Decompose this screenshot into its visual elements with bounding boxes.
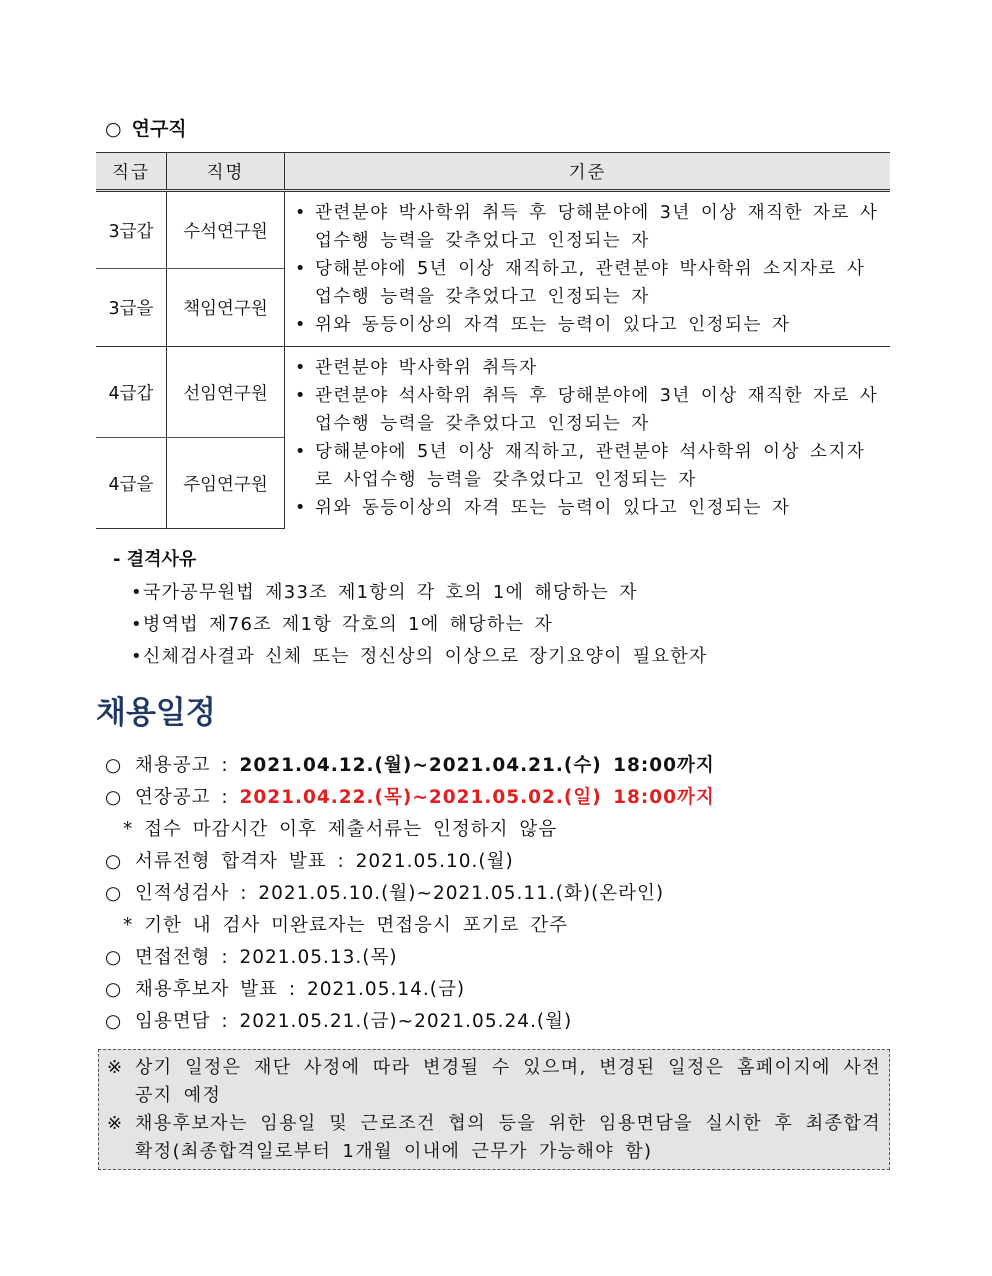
circle-bullet-icon: ○ (105, 947, 123, 968)
criteria-item: • 당해분야에 5년 이상 재직하고, 관련분야 박사학위 소지자로 사업수행 능력을 갖추었다고 인정되는 자 (315, 255, 880, 311)
criteria-item: • 당해분야에 5년 이상 재직하고, 관련분야 석사학위 이상 소지자로 사업수행 능력을 갖추었다고 인정되는 자 (315, 438, 880, 494)
schedule-text: 임용면담 : 2021.05.21.(금)~2021.05.24.(월) (135, 1011, 573, 1032)
header-title: 직명 (167, 153, 285, 191)
schedule-item (105, 846, 715, 878)
criteria-cell (285, 191, 891, 347)
schedule-item (105, 1006, 715, 1038)
schedule-note: * 접수 마감시간 이후 제출서류는 인정하지 않음 (123, 819, 558, 840)
schedule-text: 서류전형 합격자 발표 : 2021.05.10.(월) (135, 851, 514, 872)
header-grade: 직급 (96, 153, 167, 191)
circle-bullet-icon: ○ (105, 118, 122, 140)
grade-cell: 4급을 (96, 438, 167, 529)
table-row (96, 347, 890, 438)
disqualification-title: - 결격사유 (113, 549, 197, 570)
circle-bullet-icon: ○ (105, 1011, 123, 1032)
criteria-item: • 관련분야 박사학위 취득 후 당해분야에 3년 이상 재직한 자로 사업수행 능력을 갖추었다고 인정되는 자 (315, 199, 880, 255)
table-header-row (96, 153, 890, 191)
criteria-item: • 관련분야 박사학위 취득자 (315, 354, 880, 382)
disqualification-item: •신체검사결과 신체 또는 정신상의 이상으로 장기요양이 필요한자 (131, 646, 708, 667)
schedule-item (105, 782, 715, 814)
title-cell: 책임연구원 (167, 269, 285, 347)
schedule-text: 인적성검사 : 2021.05.10.(월)~2021.05.11.(화)(온라인) (135, 883, 665, 904)
disqualification-section (113, 545, 708, 673)
reference-mark-icon: ※ (107, 1057, 124, 1078)
grade-criteria-table (96, 152, 890, 529)
criteria-cell (285, 347, 891, 529)
notice-box (98, 1049, 890, 1170)
schedule-value-highlight: 2021.04.22.(목)~2021.05.02.(일) 18:00까지 (239, 787, 715, 808)
criteria-item: • 위와 동등이상의 자격 또는 능력이 있다고 인정되는 자 (315, 311, 880, 339)
notice-item (107, 1110, 881, 1166)
reference-mark-icon: ※ (107, 1113, 124, 1134)
section-heading (105, 114, 187, 141)
circle-bullet-icon: ○ (105, 787, 123, 808)
schedule-heading: 채용일정 (96, 695, 216, 731)
disqualification-item: •국가공무원법 제33조 제1항의 각 호의 1에 해당하는 자 (131, 582, 638, 603)
title-cell: 수석연구원 (167, 191, 285, 269)
criteria-item: • 위와 동등이상의 자격 또는 능력이 있다고 인정되는 자 (315, 494, 880, 522)
schedule-item (105, 750, 715, 782)
schedule-item (105, 974, 715, 1006)
title-cell: 주임연구원 (167, 438, 285, 529)
title-cell: 선임연구원 (167, 347, 285, 438)
schedule-list (105, 750, 715, 1038)
criteria-item: • 관련분야 석사학위 취득 후 당해분야에 3년 이상 재직한 자로 사업수행 능력을 갖추었다고 인정되는 자 (315, 382, 880, 438)
notice-text: 상기 일정은 재단 사정에 따라 변경될 수 있으며, 변경된 일정은 홈페이지에 사전 공지 예정 (135, 1057, 881, 1106)
schedule-label: 연장공고 : (135, 787, 240, 808)
header-criteria: 기준 (285, 153, 891, 191)
circle-bullet-icon: ○ (105, 883, 123, 904)
schedule-note: * 기한 내 검사 미완료자는 면접응시 포기로 간주 (123, 915, 568, 936)
grade-cell: 3급을 (96, 269, 167, 347)
schedule-item (105, 942, 715, 974)
section-title: 연구직 (131, 118, 187, 140)
schedule-text: 면접전형 : 2021.05.13.(목) (135, 947, 398, 968)
notice-item (107, 1054, 881, 1110)
criteria-list (285, 354, 890, 522)
circle-bullet-icon: ○ (105, 755, 123, 776)
circle-bullet-icon: ○ (105, 851, 123, 872)
notice-text: 채용후보자는 임용일 및 근로조건 협의 등을 위한 임용면담을 실시한 후 최종합격 확정(최종합격일로부터 1개월 이내에 근무가 가능해야 함) (135, 1113, 881, 1162)
schedule-item (105, 878, 715, 910)
grade-cell: 3급갑 (108, 221, 154, 242)
table-row (96, 191, 890, 269)
grade-cell: 4급갑 (96, 347, 167, 438)
circle-bullet-icon: ○ (105, 979, 123, 1000)
criteria-list (285, 199, 890, 339)
schedule-label: 채용공고 : (135, 755, 240, 776)
schedule-value: 2021.04.12.(월)~2021.04.21.(수) 18:00까지 (239, 755, 715, 776)
schedule-text: 채용후보자 발표 : 2021.05.14.(금) (135, 979, 466, 1000)
disqualification-item: •병역법 제76조 제1항 각호의 1에 해당하는 자 (131, 614, 554, 635)
